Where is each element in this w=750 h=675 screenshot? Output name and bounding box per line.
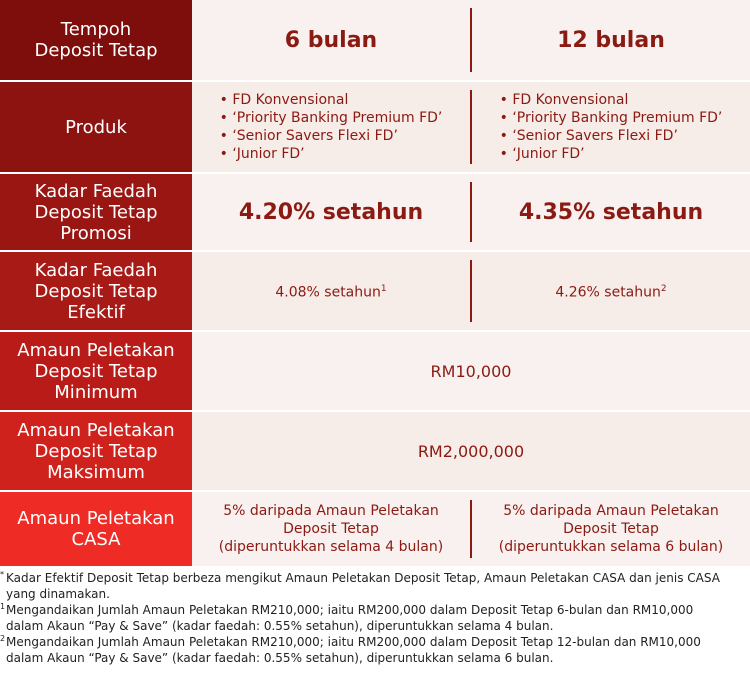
footnote-mark: * xyxy=(0,570,4,579)
casa-12-bulan xyxy=(472,502,750,556)
row-kadar-efektif xyxy=(0,252,750,332)
amaun-maksimum-value: RM2,000,000 xyxy=(417,441,525,461)
kadar-efektif-value: 4.26% setahun xyxy=(555,284,661,301)
row-values-tempoh xyxy=(192,0,750,80)
footnote-mark: 1 xyxy=(0,602,6,611)
row-label-minimum: Amaun Peletakan Deposit Tetap Minimum xyxy=(0,332,192,410)
footnotes xyxy=(0,570,750,666)
row-maksimum xyxy=(0,412,750,492)
row-label-kadar-efektif: Kadar Faedah Deposit Tetap Efektif xyxy=(0,252,192,330)
amaun-minimum-value: RM10,000 xyxy=(430,361,512,381)
footnote-mark: 1 xyxy=(380,284,387,295)
row-label-maksimum: Amaun Peletakan Deposit Tetap Maksimum xyxy=(0,412,192,490)
row-values-casa xyxy=(192,492,750,566)
kadar-efektif-value: 4.08% setahun xyxy=(275,284,381,301)
casa-line: (diperuntukkan selama 6 bulan) xyxy=(498,539,724,555)
kadar-efektif-6-bulan xyxy=(192,280,470,302)
casa-line: 5% daripada Amaun Peletakan xyxy=(223,503,439,519)
row-values-produk xyxy=(192,82,750,172)
row-label-produk: Produk xyxy=(0,82,192,172)
produk-item: • FD Konvensional xyxy=(499,92,629,108)
footnote-mark: 2 xyxy=(0,634,6,643)
row-values-kadar-efektif xyxy=(192,252,750,330)
casa-6-bulan xyxy=(192,502,470,556)
row-casa xyxy=(0,492,750,568)
produk-item: • ‘Senior Savers Flexi FD’ xyxy=(219,128,398,144)
footnote-1 xyxy=(0,602,750,634)
casa-line: (diperuntukkan selama 4 bulan) xyxy=(218,539,444,555)
tempoh-6-bulan: 6 bulan xyxy=(284,27,378,53)
footnote-text: Kadar Efektif Deposit Tetap berbeza mengikut Amaun Peletakan Deposit Tetap, Amaun Peletakan CASA dan jenis CASA yang dinamakan. xyxy=(6,571,720,601)
row-tempoh xyxy=(0,0,750,82)
casa-line: 5% daripada Amaun Peletakan xyxy=(503,503,719,519)
row-kadar-promosi xyxy=(0,174,750,252)
row-label-tempoh: Tempoh Deposit Tetap xyxy=(0,0,192,80)
produk-item: • ‘Junior FD’ xyxy=(499,146,585,162)
casa-line: Deposit Tetap xyxy=(283,521,379,537)
row-label-kadar-promosi: Kadar Faedah Deposit Tetap Promosi xyxy=(0,174,192,250)
kadar-efektif-12-bulan xyxy=(472,280,750,302)
row-produk xyxy=(0,82,750,174)
produk-item: • ‘Priority Banking Premium FD’ xyxy=(219,110,443,126)
produk-item: • FD Konvensional xyxy=(219,92,349,108)
casa-line: Deposit Tetap xyxy=(563,521,659,537)
footnote-text: Mengandaikan Jumlah Amaun Peletakan RM210,000; iaitu RM200,000 dalam Deposit Tetap 12-bulan dan RM10,000 dalam Akaun “Pay & Save” (kadar faedah: 0.55% setahun), diperuntukkan selama 6 bulan. xyxy=(6,635,701,665)
produk-item: • ‘Junior FD’ xyxy=(219,146,305,162)
footnote-text: Mengandaikan Jumlah Amaun Peletakan RM210,000; iaitu RM200,000 dalam Deposit Tetap 6-bulan dan RM10,000 dalam Akaun “Pay & Save” (kadar faedah: 0.55% setahun), diperuntukkan selama 4 bulan. xyxy=(6,603,694,633)
row-label-casa: Amaun Peletakan CASA xyxy=(0,492,192,566)
produk-list-6-bulan xyxy=(192,91,470,163)
produk-list-12-bulan xyxy=(472,91,750,163)
row-minimum xyxy=(0,332,750,412)
footnote-star xyxy=(0,570,750,602)
row-values-kadar-promosi xyxy=(192,174,750,250)
footnote-2 xyxy=(0,634,750,666)
row-values-minimum xyxy=(192,332,750,410)
footnote-mark: 2 xyxy=(660,284,667,295)
tempoh-12-bulan: 12 bulan xyxy=(557,27,665,53)
kadar-promosi-6-bulan: 4.20% setahun xyxy=(238,199,424,225)
produk-item: • ‘Priority Banking Premium FD’ xyxy=(499,110,723,126)
kadar-promosi-12-bulan: 4.35% setahun xyxy=(518,199,704,225)
row-values-maksimum xyxy=(192,412,750,490)
produk-item: • ‘Senior Savers Flexi FD’ xyxy=(499,128,678,144)
